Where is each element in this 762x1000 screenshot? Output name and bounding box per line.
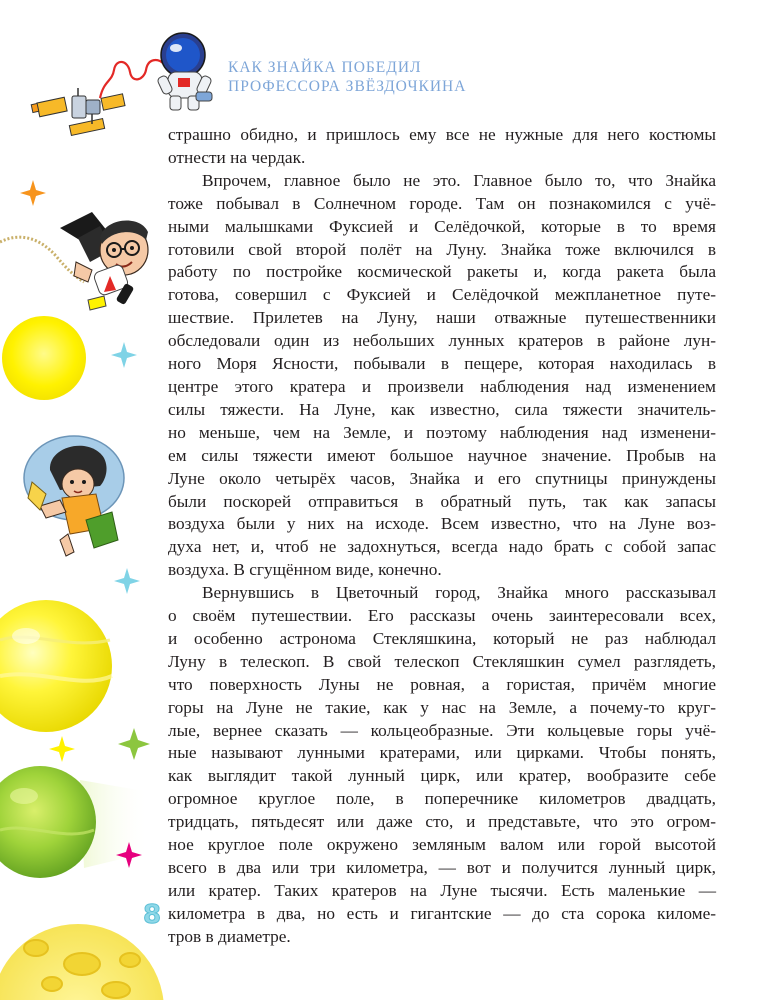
- text-line: что поверхность Луны не ровная, а гористая, причём многие: [168, 674, 716, 694]
- text-line: Луне около четырёх часов, Знайка и его спутницы принуждены: [168, 468, 716, 488]
- text-line: готова, совершил с Фуксией и Селёдочкой межпланетное путе-: [168, 285, 716, 305]
- running-header: [228, 58, 466, 96]
- body-text: [168, 124, 716, 949]
- moon-crater-icon: [0, 924, 164, 1000]
- text-line: готовили свой второй полёт на Луну. Знайка тоже включился в: [168, 239, 716, 259]
- znayka-character-icon: [60, 212, 148, 310]
- space-station-icon: [31, 88, 125, 135]
- text-line: Впрочем, главное было не это. Главное было то, что Знайка: [202, 170, 716, 190]
- text-line: воздуха. В сгущённом виде, конечно.: [168, 560, 442, 580]
- running-header-line-2: ПРОФЕССОРА ЗВЁЗДОЧКИНА: [228, 78, 467, 95]
- running-header-line-1: КАК ЗНАЙКА ПОБЕДИЛ: [228, 59, 422, 76]
- text-line: страшно обидно, и пришлось ему все не нужные для него костюмы: [168, 125, 716, 144]
- text-line: ем силы тяжести имеют большое научное значение. Пробыв на: [168, 445, 716, 465]
- tether-line: [100, 60, 164, 98]
- text-line: шествие. Прилетев на Луну, наши отважные путешественники: [168, 308, 716, 328]
- text-line: километра в два, но есть и гигантские — до ста сорока киломе-: [168, 903, 716, 923]
- text-line: центре этого кратера и произвели наблюдения над изменением: [168, 376, 716, 396]
- text-line: Луну в телескоп. В свой телескоп Стекляшкин сумел разглядеть,: [168, 651, 716, 671]
- astronaut-icon: [157, 33, 213, 110]
- star-green-icon: [118, 728, 150, 760]
- text-line: и особенно астронома Стекляшкина, который не раз наблюдал: [168, 628, 716, 648]
- text-line: но меньше, чем на Земле, и поэтому наблюдения над изменени-: [168, 422, 716, 442]
- text-line: обследовали один из небольших лунных кратеров в районе лун-: [168, 331, 716, 351]
- text-line: лые, вернее сказать — кольцеобразные. Эти кольцевые горы учё-: [168, 720, 716, 740]
- text-line: как выглядит такой лунный цирк, или кратер, вообразите себе: [168, 766, 716, 786]
- text-line: тоже побывал в Солнечном городе. Там он познакомился с учё-: [168, 193, 716, 213]
- star-yellow-icon: [49, 736, 75, 762]
- text-line: тридцать, пятьдесят или даже сто, и представьте, что это огром-: [168, 812, 716, 832]
- paragraph: [168, 582, 716, 949]
- girl-character-icon: [24, 436, 124, 556]
- yellow-sun-icon: [2, 316, 86, 400]
- text-line: горы на Луне не такие, как у нас на Земле, а почему-то круг-: [168, 697, 716, 717]
- text-line: Вернувшись в Цветочный город, Знайка много рассказывал: [202, 583, 716, 603]
- text-line: отнести на чердак.: [168, 147, 306, 167]
- text-line: всего в два или три километра, — вот и получится лунный цирк,: [168, 858, 716, 877]
- star-orange-icon: [20, 180, 46, 206]
- text-line: тров в диаметре.: [168, 926, 291, 946]
- text-line: ное круглое поле окружено земляным валом или горой высотой: [168, 835, 716, 855]
- text-line: силы тяжести. На Луне, как известно, сила тяжести значитель-: [168, 399, 716, 419]
- text-line: духа нет, и, чтоб не задохнуться, всегда надо брать с собой запас: [168, 537, 716, 557]
- star-cyan-icon: [114, 568, 140, 594]
- text-line: или кратер. Таких кратеров на Луне тысячи. Есть маленькие —: [168, 880, 716, 900]
- text-line: огромное круглое поле, в поперечнике километров двадцать,: [168, 789, 716, 809]
- page-number: 8: [143, 900, 162, 930]
- text-line: работу по постройке космической ракеты и, когда ракета была: [168, 262, 716, 282]
- paragraph: [168, 170, 716, 582]
- rope-line: [0, 237, 84, 282]
- paragraph: [168, 124, 716, 170]
- text-line: были поскорей отправиться в обратный путь, так как запасы: [168, 491, 716, 511]
- text-line: о своём путешествии. Его рассказы очень заинтересовали всех,: [168, 606, 716, 626]
- star-cyan-icon: [111, 342, 137, 368]
- text-line: воздуха были у них на исходе. Всем известно, что на Луне воз-: [168, 514, 716, 534]
- text-line: ного Моря Ясности, побывали в пещере, которая находилась в: [168, 354, 716, 374]
- text-line: ными малышками Фуксией и Селёдочкой, которые в то время: [168, 216, 716, 236]
- yellow-planet-icon: [0, 600, 112, 732]
- text-line: ные называют лунными кратерами, или цирками. Чтобы понять,: [168, 743, 716, 763]
